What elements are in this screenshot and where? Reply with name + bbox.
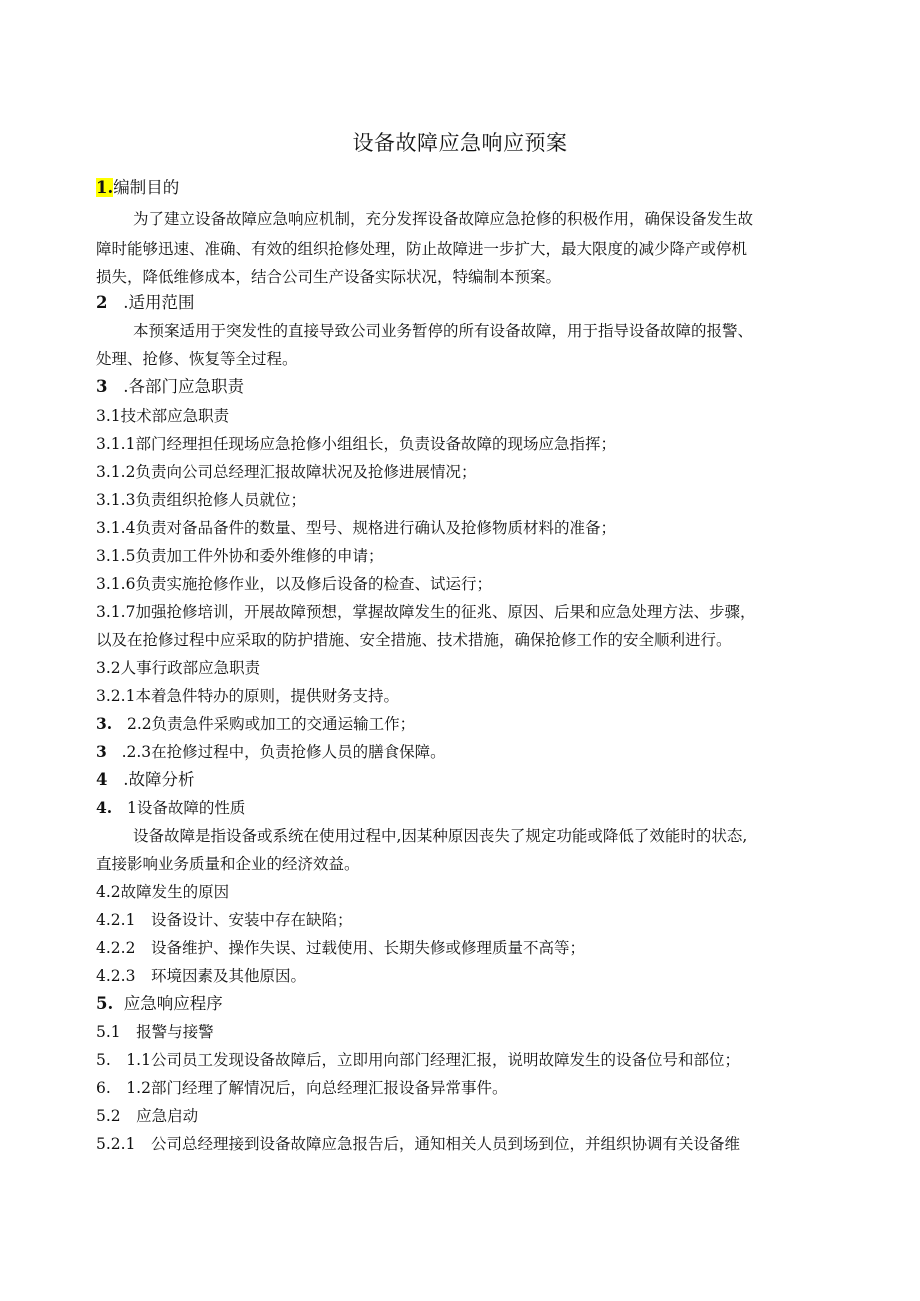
subsection-4-1 (96, 797, 826, 819)
paragraph-line: 损失，降低维修成本，结合公司生产设备实际状况，特编制本预案。 (96, 268, 562, 286)
list-item: 3.1.1部门经理担任现场应急抢修小组组长，负责设备故障的现场应急指挥； (96, 435, 616, 453)
paragraph-line: 本预案适用于突发性的直接导致公司业务暂停的所有设备故障，用于指导设备故障的报警、 (133, 322, 754, 340)
list-item-text: 2.2负责急件采购或加工的交通运输工作； (126, 715, 416, 733)
list-item: 3.1.2负责向公司总经理汇报故障状况及抢修进展情况； (96, 463, 477, 481)
subsection-number: 4. (96, 798, 113, 817)
list-item-text: .2.3在抢修过程中，负责抢修人员的膳食保障。 (121, 743, 446, 761)
paragraph-line: 设备故障是指设备或系统在使用过程中,因某种原因丧失了规定功能或降低了效能时的状态, (133, 827, 748, 845)
paragraph-line: 处理、抢修、恢复等全过程。 (96, 350, 298, 368)
subsection-4-2: 4.2故障发生的原因 (96, 883, 230, 901)
subsection-5-2: 5.2 应急启动 (96, 1107, 199, 1125)
subsection-5-1: 5.1 报警与接警 (96, 1023, 214, 1041)
section-3-heading (96, 376, 826, 398)
subsection-text: 1设备故障的性质 (126, 799, 246, 817)
paragraph-line: 为了建立设备故障应急响应机制，充分发挥设备故障应急抢修的积极作用，确保设备发生故 (133, 210, 754, 228)
list-item: 3.1.5负责加工件外协和委外维修的申请； (96, 547, 384, 565)
list-item: 3.1.7加强抢修培训，开展故障预想，掌握故障发生的征兆、原因、后果和应急处理方法、步骤， (96, 603, 756, 621)
paragraph-line: 障时能够迅速、准确、有效的组织抢修处理，防止故障进一步扩大，最大限度的减少降产或停机 (96, 240, 748, 258)
page-title: 设备故障应急响应预案 (352, 131, 568, 155)
list-item: 6. 1.2部门经理了解情况后，向总经理汇报设备异常事件。 (96, 1079, 508, 1097)
list-item (96, 713, 826, 735)
list-item-continuation: 以及在抢修过程中应采取的防护措施、安全措施、技术措施，确保抢修工作的安全顺利进行。 (96, 631, 732, 649)
list-item: 4.2.3 环境因素及其他原因。 (96, 967, 306, 985)
list-item: 5.2.1 公司总经理接到设备故障应急报告后，通知相关人员到场到位，并组织协调有关设备维 (96, 1135, 740, 1153)
section-4-number: 4 (96, 770, 108, 789)
section-5-number: 5. (96, 994, 114, 1013)
section-4-label: .故障分析 (123, 770, 195, 789)
subsection-3-2: 3.2人事行政部应急职责 (96, 659, 261, 677)
list-item: 3.2.1本着急件特办的原则，提供财务支持。 (96, 687, 399, 705)
section-3-number: 3 (96, 377, 108, 396)
paragraph-line: 直接影响业务质量和企业的经济效益。 (96, 855, 360, 873)
section-1-number: 1. (96, 178, 114, 197)
section-3-label: .各部门应急职责 (123, 377, 244, 396)
list-item (96, 741, 826, 763)
list-item: 3.1.6负责实施抢修作业，以及修后设备的检查、试运行； (96, 575, 492, 593)
section-5-heading (96, 993, 826, 1015)
list-item: 4.2.1 设备设计、安装中存在缺陷； (96, 911, 353, 929)
section-1-label: 编制目的 (113, 178, 180, 197)
list-item: 4.2.2 设备维护、操作失误、过载使用、长期失修或修理质量不高等； (96, 939, 585, 957)
section-2-label: .适用范围 (123, 293, 195, 312)
list-item-number: 3. (96, 714, 113, 733)
list-item: 3.1.4负责对备品备件的数量、型号、规格进行确认及抢修物质材料的准备； (96, 519, 616, 537)
section-4-heading (96, 769, 826, 791)
section-2-number: 2 (96, 293, 108, 312)
list-item: 5. 1.1公司员工发现设备故障后，立即用向部门经理汇报，说明故障发生的设备位号和部位； (96, 1051, 740, 1069)
list-item: 3.1.3负责组织抢修人员就位； (96, 491, 306, 509)
list-item-number: 3 (96, 742, 107, 761)
section-5-label: 应急响应程序 (123, 994, 223, 1013)
subsection-3-1: 3.1技术部应急职责 (96, 407, 230, 425)
section-2-heading (96, 292, 826, 314)
section-1-heading (96, 177, 826, 199)
